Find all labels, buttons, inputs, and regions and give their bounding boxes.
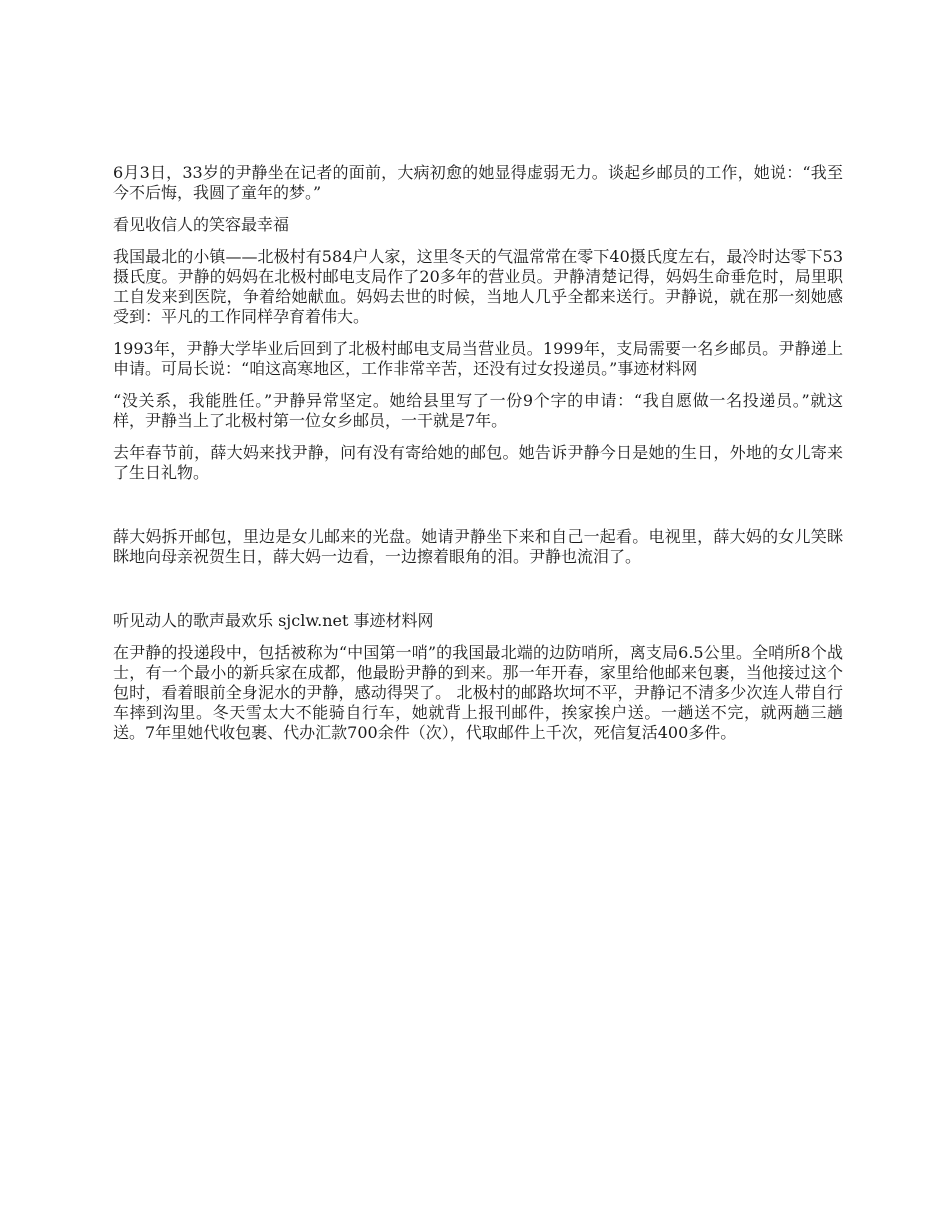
paragraph-application: “没关系，我能胜任。”尹静异常坚定。她给县里写了一份9个字的申请：“我自愿做一名投递员。”就这样，尹静当上了北极村第一位女乡邮员，一干就是7年。 xyxy=(113,391,843,430)
section-heading-smile: 看见收信人的笑容最幸福 xyxy=(113,215,290,234)
paragraph-intro: 6月3日，33岁的尹静坐在记者的面前，大病初愈的她显得虚弱无力。谈起乡邮员的工作，她说：“我至今不后悔，我圆了童年的梦。” xyxy=(113,163,843,202)
paragraph-disc: 薛大妈拆开邮包，里边是女儿邮来的光盘。她请尹静坐下来和自己一起看。电视里，薛大妈的女儿笑眯眯地向母亲祝贺生日，薛大妈一边看，一边擦着眼角的泪。尹静也流泪了。 xyxy=(113,527,843,566)
paragraph-spring-festival: 去年春节前，薛大妈来找尹静，问有没有寄给她的邮包。她告诉尹静今日是她的生日，外地的女儿寄来了生日礼物。 xyxy=(113,443,843,482)
paragraph-gap xyxy=(113,579,843,611)
paragraph-1993: 1993年，尹静大学毕业后回到了北极村邮电支局当营业员。1999年，支局需要一名乡邮员。尹静递上申请。可局长说：“咱这高寒地区，工作非常辛苦，还没有过女投递员。”事迹材料网 xyxy=(113,339,843,378)
paragraph-gap xyxy=(113,495,843,527)
article-body xyxy=(113,163,843,755)
paragraph-outpost: 在尹静的投递段中，包括被称为“中国第一哨”的我国最北端的边防哨所，离支局6.5公里。全哨所8个战士，有一个最小的新兵家在成都，他最盼尹静的到来。那一年开春，家里给他邮来包裹，当他接过这个包时，看着眼前全身泥水的尹静，感动得哭了。 北极村的邮路坎坷不平，尹静记不清多少次连人带自行车摔到沟里。冬天雪太大不能骑自行车，她就背上报刊邮件，挨家挨户送。一趟送不完，就两趟三趟送。7年里她代收包裹、代办汇款700余件（次），代取邮件上千次，死信复活400多件。 xyxy=(113,643,843,742)
paragraph-beiji-village: 我国最北的小镇——北极村有584户人家，这里冬天的气温常常在零下40摄氏度左右，最冷时达零下53摄氏度。尹静的妈妈在北极村邮电支局作了20多年的营业员。尹静清楚记得，妈妈生命垂危时，局里职工自发来到医院，争着给她献血。妈妈去世的时候，当地人几乎全都来送行。尹静说，就在那一刻她感受到：平凡的工作同样孕育着伟大。 xyxy=(113,247,843,326)
section-heading-song: 听见动人的歌声最欢乐 sjclw.net 事迹材料网 xyxy=(113,611,434,630)
